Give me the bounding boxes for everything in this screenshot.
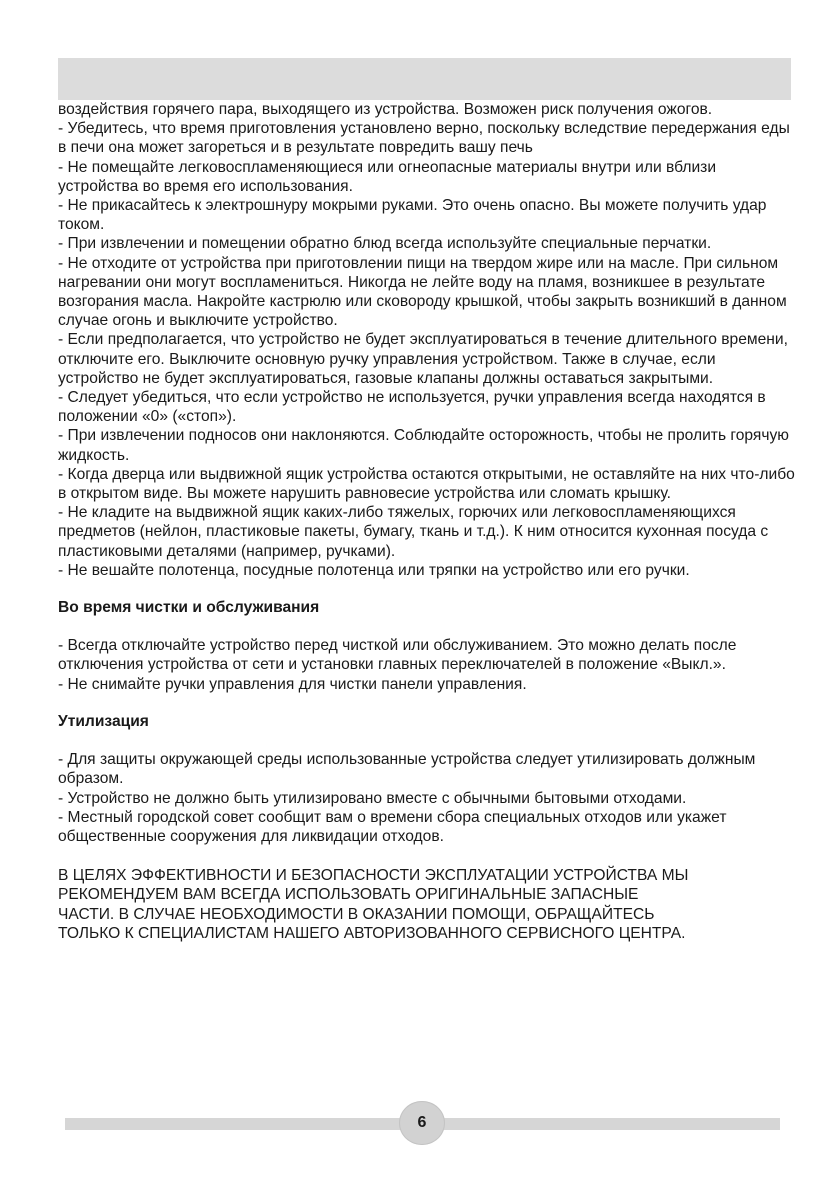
disposal-section-title: Утилизация bbox=[58, 712, 149, 730]
paragraph: - Не кладите на выдвижной ящик каких-либо тяжелых, горючих или легковоспламеняющихся предметов (нейлон, пластиковые пакеты, бумагу, ткань и т.д.). К ним относится кухонная посуда с пластиковыми деталями (например, ручками). bbox=[58, 504, 769, 560]
paragraph: - Убедитесь, что время приготовления установлено верно, поскольку вследствие передержания еды в печи она может загореться и в результате повредить вашу печь bbox=[58, 120, 790, 157]
header-bar bbox=[58, 58, 791, 100]
paragraph: - Всегда отключайте устройство перед чисткой или обслуживанием. Это можно делать после отключения устройства от сети и установки главных переключателей в положение «Выкл.». bbox=[58, 637, 737, 674]
notice-line: В ЦЕЛЯХ ЭФФЕКТИВНОСТИ И БЕЗОПАСНОСТИ ЭКСПЛУАТАЦИИ УСТРОЙСТВА МЫ bbox=[58, 867, 689, 885]
notice-line: РЕКОМЕНДУЕМ ВАМ ВСЕГДА ИСПОЛЬЗОВАТЬ ОРИГИНАЛЬНЫЕ ЗАПАСНЫЕ bbox=[58, 886, 639, 904]
paragraph: - Не прикасайтесь к электрошнуру мокрыми руками. Это очень опасно. Вы можете получить удар током. bbox=[58, 197, 767, 234]
paragraph: - Для защиты окружающей среды использованные устройства следует утилизировать должным образом. bbox=[58, 751, 756, 788]
notice-line: ЧАСТИ. В СЛУЧАЕ НЕОБХОДИМОСТИ В ОКАЗАНИИ ПОМОЩИ, ОБРАЩАЙТЕСЬ bbox=[58, 905, 655, 923]
paragraph: - Не отходите от устройства при приготовлении пищи на твердом жире или на масле. При сильном нагревании они могут воспламениться. Никогда не лейте воду на пламя, возникшее в результате возгорания масла. Накройте кастрюлю или сковороду крышкой, чтобы закрыть возникший в данном случае огонь и выключите устройство. bbox=[58, 254, 787, 330]
cleaning-section-title: Во время чистки и обслуживания bbox=[58, 599, 320, 617]
service-notice bbox=[58, 866, 798, 943]
paragraph: - Следует убедиться, что если устройство не используется, ручки управления всегда находятся в положении «0» («стоп»). bbox=[58, 389, 766, 426]
paragraph: - При извлечении подносов они наклоняются. Соблюдайте осторожность, чтобы не пролить горячую жидкость. bbox=[58, 427, 789, 464]
paragraph: - Если предполагается, что устройство не будет эксплуатироваться в течение длительного времени, отключите его. Выключите основную ручку управления устройством. Также в случае, если устройство не будет эксплуатироваться, газовые клапаны должны оставаться закрытыми. bbox=[58, 331, 788, 387]
paragraph: - Не помещайте легковоспламеняющиеся или огнеопасные материалы внутри или вблизи устройства во время его использования. bbox=[58, 158, 717, 195]
paragraph: - При извлечении и помещении обратно блюд всегда используйте специальные перчатки. bbox=[58, 235, 712, 253]
safety-list bbox=[58, 100, 798, 580]
cleaning-section bbox=[58, 636, 798, 694]
page-content bbox=[58, 100, 798, 943]
paragraph: - Не вешайте полотенца, посудные полотенца или тряпки на устройство или его ручки. bbox=[58, 561, 690, 579]
notice-line: ТОЛЬКО К СПЕЦИАЛИСТАМ НАШЕГО АВТОРИЗОВАННОГО СЕРВИСНОГО ЦЕНТРА. bbox=[58, 924, 686, 942]
paragraph: воздействия горячего пара, выходящего из устройства. Возможен риск получения ожогов. bbox=[58, 101, 713, 118]
page-number: 6 bbox=[399, 1101, 445, 1145]
disposal-section bbox=[58, 750, 798, 846]
paragraph: - Не снимайте ручки управления для чистки панели управления. bbox=[58, 675, 527, 693]
paragraph: - Местный городской совет сообщит вам о времени сбора специальных отходов или укажет общественные сооружения для ликвидации отходов. bbox=[58, 808, 727, 845]
paragraph: - Устройство не должно быть утилизировано вместе с обычными бытовыми отходами. bbox=[58, 789, 687, 807]
paragraph: - Когда дверца или выдвижной ящик устройства остаются открытыми, не оставляйте на них что-либо в открытом виде. Вы можете нарушить равновесие устройства или сломать крышку. bbox=[58, 465, 795, 503]
